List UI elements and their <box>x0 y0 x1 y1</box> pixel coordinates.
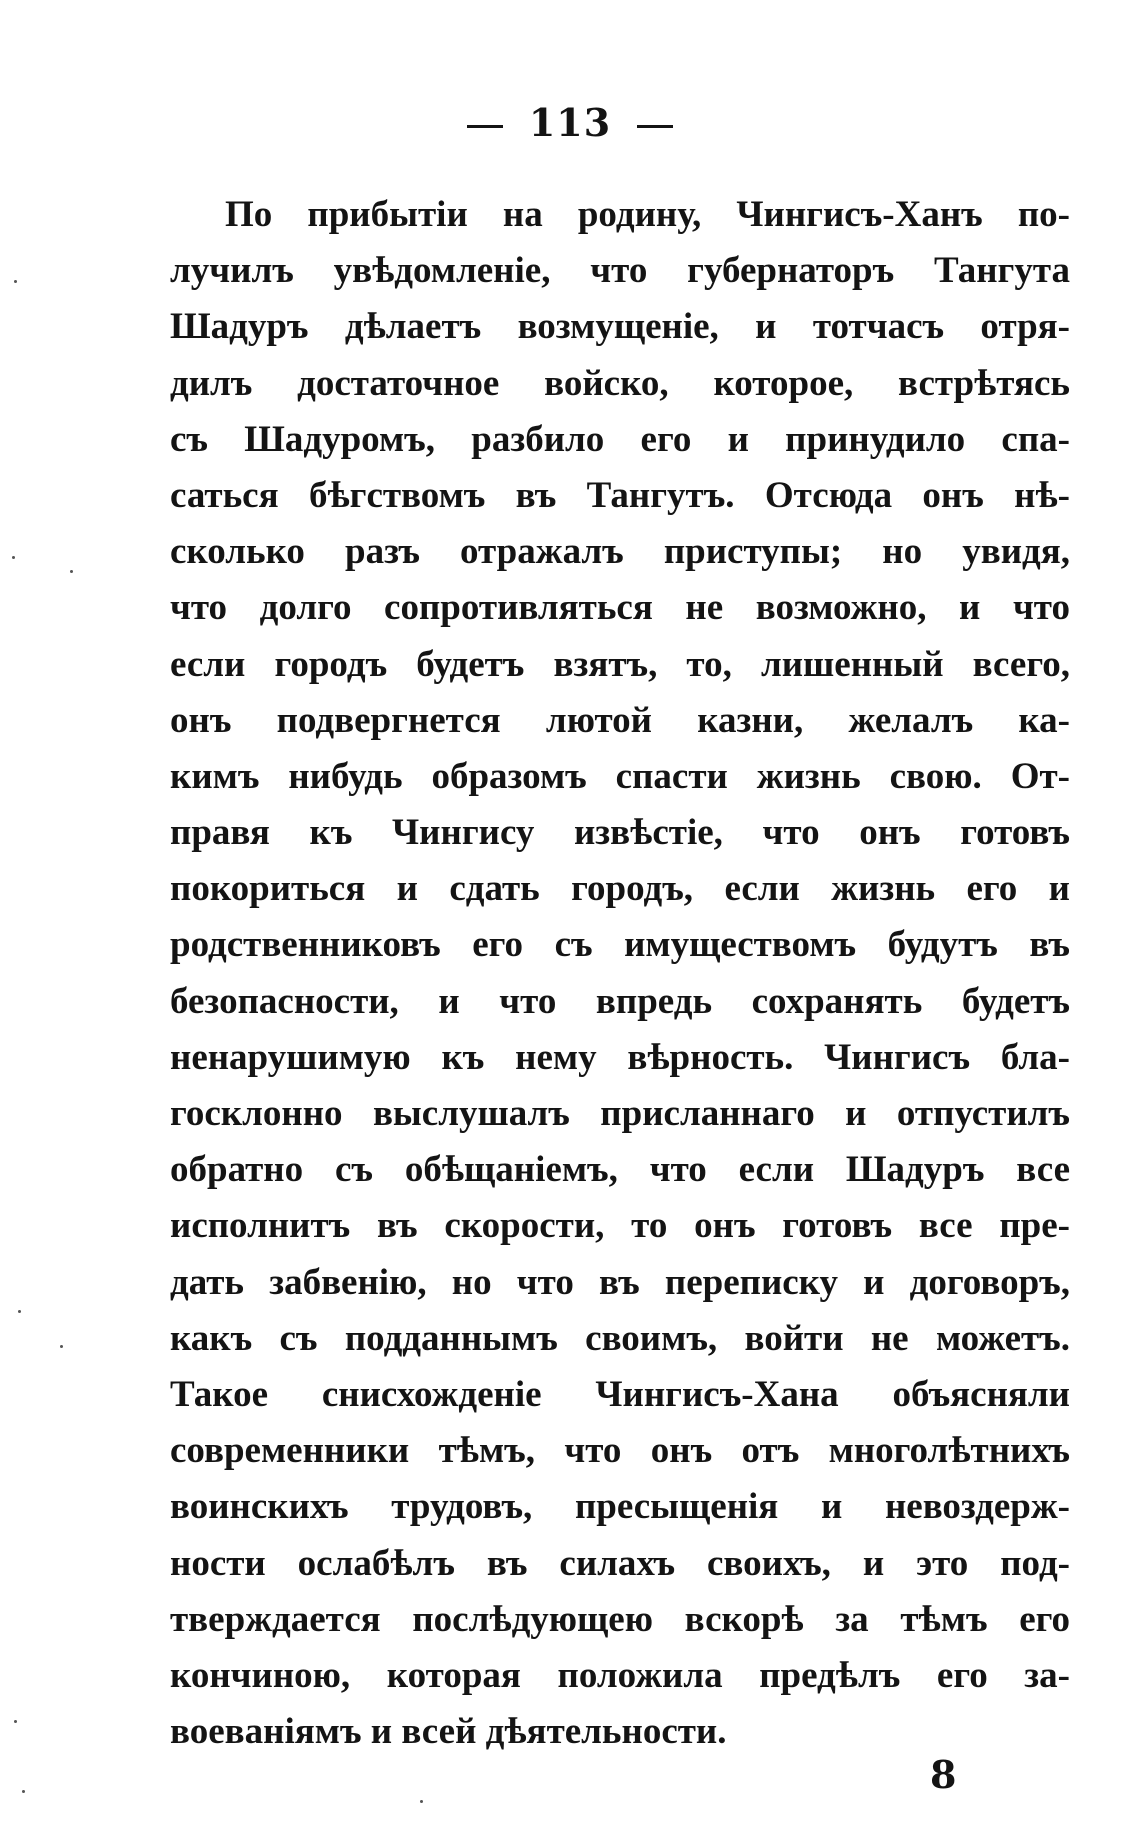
text-line: кимъ нибудь образомъ спасти жизнь свою. От- <box>170 755 1070 797</box>
scan-speck <box>14 1720 17 1723</box>
scan-speck <box>18 1310 21 1313</box>
text-line: что долго сопротивляться не возможно, и что <box>170 587 1070 629</box>
page-header <box>0 100 1140 145</box>
text-line: правя къ Чингису извѣстіе, что онъ готовъ <box>170 812 1070 854</box>
page-number: 113 <box>528 100 612 145</box>
text-line: сколько разъ отражалъ приступы; но увидя, <box>170 531 1070 573</box>
text-line: исполнитъ въ скорости, то онъ готовъ все пре- <box>170 1205 1070 1247</box>
text-line: онъ подвергнется лютой казни, желалъ ка- <box>170 699 1070 741</box>
text-line: воеваніямъ и всей дѣятельности. <box>170 1711 727 1753</box>
text-line: какъ съ подданнымъ своимъ, войти не можетъ. <box>170 1317 1070 1359</box>
header-dash-right <box>637 125 673 128</box>
scan-speck <box>14 280 17 283</box>
text-line: родственниковъ его съ имуществомъ будутъ въ <box>170 924 1070 966</box>
text-line: дилъ достаточное войско, которое, встрѣтясь <box>170 362 1070 404</box>
text-line: Такое снисхожденіе Чингисъ-Хана объясняли <box>170 1373 1070 1415</box>
body-paragraph <box>170 187 1070 1760</box>
text-line: тверждается послѣдующею вскорѣ за тѣмъ его <box>170 1598 1070 1640</box>
scan-speck <box>22 1790 25 1793</box>
text-line: кончиною, которая положила предѣлъ его за- <box>170 1654 1070 1696</box>
text-line: По прибытіи на родину, Чингисъ-Ханъ по- <box>225 194 1070 235</box>
text-line: воинскихъ трудовъ, пресыщенія и невоздерж- <box>170 1486 1070 1528</box>
text-line: ности ослабѣлъ въ силахъ своихъ, и это под- <box>170 1542 1070 1584</box>
scan-speck <box>60 1345 63 1348</box>
text-line: съ Шадуромъ, разбило его и принудило спа- <box>170 418 1070 460</box>
text-line: ненарушимую къ нему вѣрность. Чингисъ бла- <box>170 1036 1070 1078</box>
text-line: современники тѣмъ, что онъ отъ многолѣтнихъ <box>170 1430 1070 1472</box>
scan-speck <box>70 570 73 573</box>
printers-signature-mark: 8 <box>930 1752 957 1797</box>
text-line: госклонно выслушалъ присланнаго и отпустилъ <box>170 1093 1070 1134</box>
header-dash-left <box>467 125 503 128</box>
scan-speck <box>12 556 15 559</box>
text-line: безопасности, и что впредь сохранять будетъ <box>170 980 1070 1022</box>
text-line: если городъ будетъ взятъ, то, лишенный всего, <box>170 643 1070 685</box>
text-line: обратно съ обѣщаніемъ, что если Шадуръ все <box>170 1149 1070 1191</box>
text-line: дать забвенію, но что въ переписку и договоръ, <box>170 1261 1070 1303</box>
text-line: саться бѣгствомъ въ Тангутъ. Отсюда онъ нѣ- <box>170 474 1070 516</box>
text-line: лучилъ увѣдомленіе, что губернаторъ Тангута <box>170 250 1070 292</box>
text-line: Шадуръ дѣлаетъ возмущеніе, и тотчасъ отря- <box>170 306 1070 348</box>
text-line: покориться и сдать городъ, если жизнь его и <box>170 868 1070 910</box>
scan-speck <box>420 1800 423 1803</box>
